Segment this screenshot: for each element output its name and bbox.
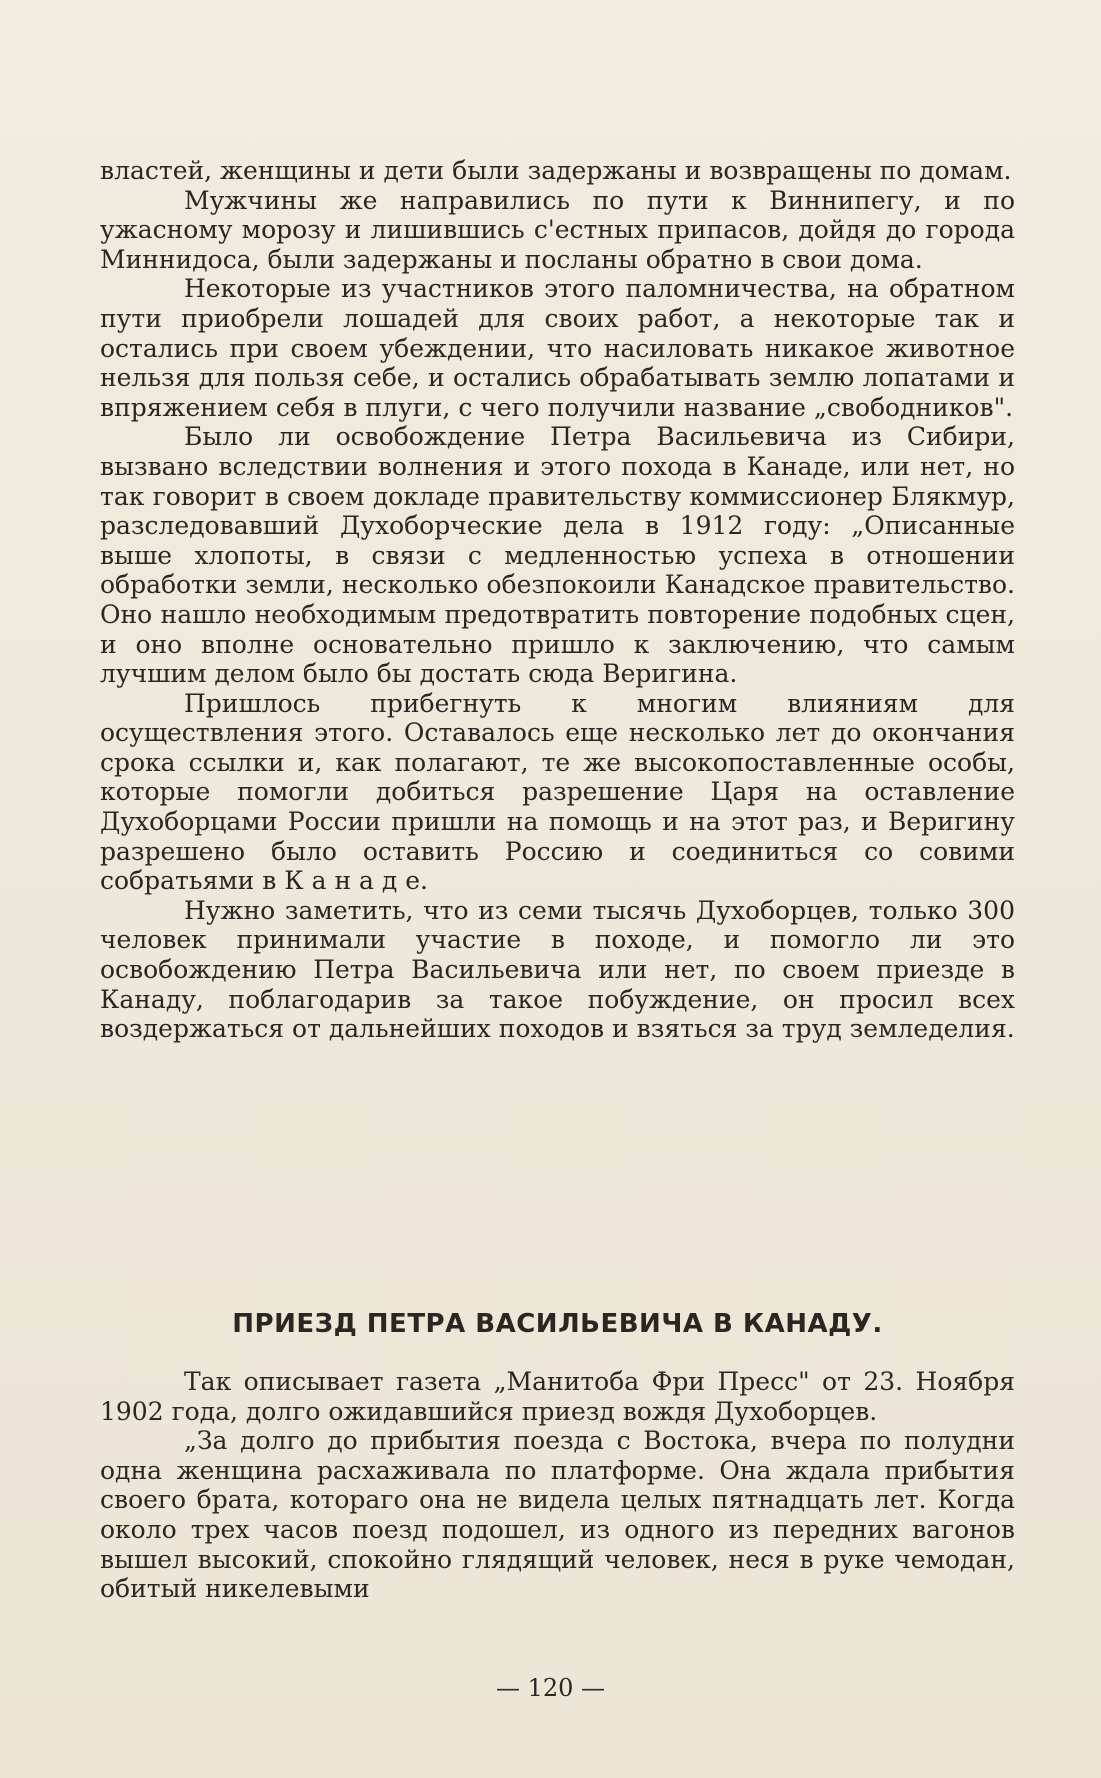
paragraph: Некоторые из участников этого паломничества, на обратном пути приобрели лошадей для своих работ, а некоторые так и остались при своем убеждении, что насиловать никакое животное нельзя для пользя себе, и остались обрабатывать землю лопатами и впряжением себя в плуги, с чего получили название „свободников". bbox=[100, 274, 1015, 422]
paragraph: Пришлось прибегнуть к многим влияниям для осуществления этого. Оставалось еще несколько лет до окончания срока ссылки и, как полагают, те же высокопоставленные особы, которые помогли добиться разрешение Царя на оставление Духоборцами России пришли на помощь и на этот раз, и Веригину разрешено было оставить Россию и соединиться со совими собратьями в К а н а д е. bbox=[100, 688, 1015, 896]
paragraph: „За долго до прибытия поезда с Востока, вчера по полудни одна женщина расхаживала по платформе. Она ждала прибытия своего брата, котораго она не видела целых пятнадцать лет. Когда около трех часов поезд подошел, из одного из передних вагонов вышел высокий, спокойно глядящий человек, неся в руке чемодан, обитый никелевыми bbox=[100, 1426, 1015, 1604]
paragraph: Так описывает газета „Манитоба Фри Пресс" от 23. Ноября 1902 года, долго ожидавшийся приезд вождя Духоборцев. bbox=[100, 1367, 1015, 1426]
page-number: — 120 — bbox=[495, 1674, 606, 1702]
text-block-top bbox=[100, 156, 1015, 1044]
paragraph: властей, женщины и дети были задержаны и возвращены по домам. bbox=[100, 156, 1012, 185]
paragraph: Было ли освобождение Петра Васильевича из Сибири, вызвано вследствии волнения и этого похода в Канаде, или нет, но так говорит в своем докладе правительству коммиссионер Блякмур, разследовавший Духоборческие дела в 1912 году: „Описанные выше хлопоты, в связи с медленностью успеха в отношении обработки земли, несколько обезпокоили Канадское правительство. Оно нашло необходимым предотвратить повторение подобных сцен, и оно вполне основательно пришло к заключению, что самым лучшим делом было бы достать сюда Веригина. bbox=[100, 422, 1015, 689]
paragraph: Нужно заметить, что из семи тысячь Духоборцев, только 300 человек принимали участие в походе, и помогло ли это освобождению Петра Васильевича или нет, по своем приезде в Канаду, поблагодарив за такое побуждение, он просил всех воздержаться от дальнейших походов и взяться за труд земледелия. bbox=[100, 895, 1015, 1044]
section-heading: ПРИЕЗД ПЕТРА ВАСИЛЬЕВИЧА В КАНАДУ. bbox=[232, 1309, 883, 1339]
text-block-bottom bbox=[100, 1367, 1015, 1604]
paragraph: Мужчины же направились по пути к Виннипегу, и по ужасному морозу и лишившись с'естных припасов, дойдя до города Миннидоса, были задержаны и посланы обратно в свои дома. bbox=[100, 185, 1015, 274]
